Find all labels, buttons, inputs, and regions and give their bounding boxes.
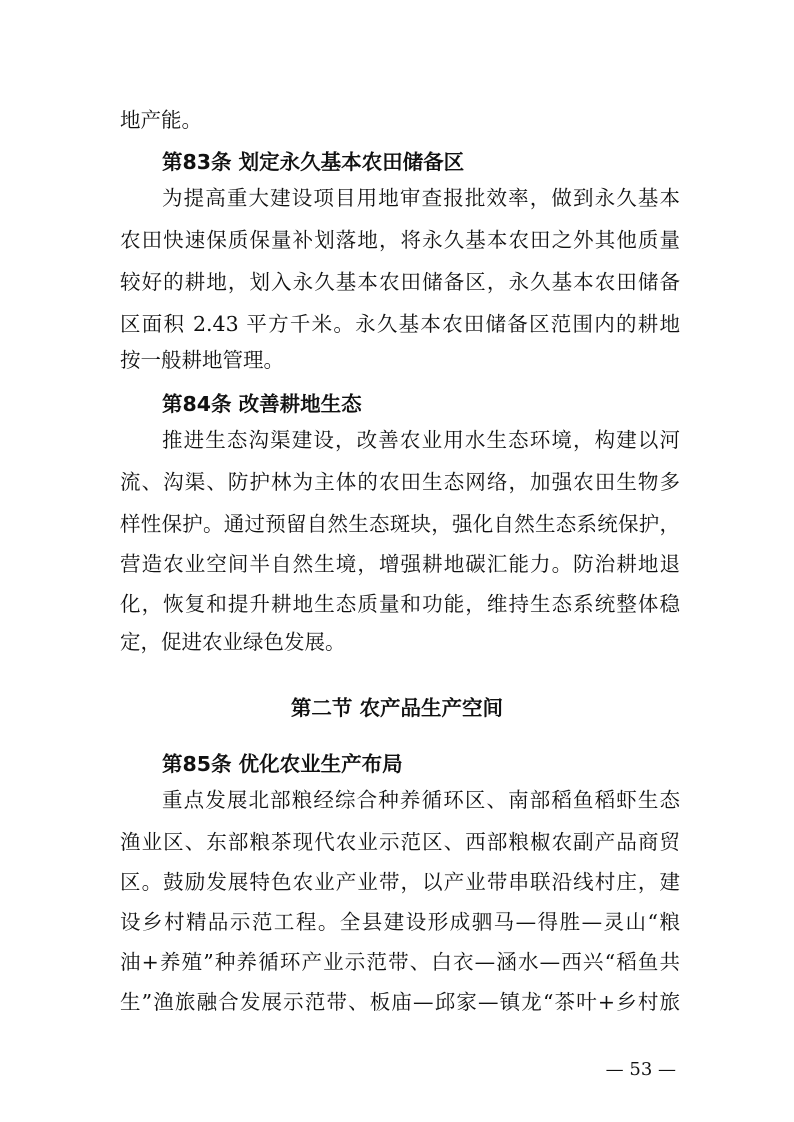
paragraph-line: 区。鼓励发展特色农业产业带，以产业带串联沿线村庄，建 — [120, 870, 680, 894]
article-85-heading: 第85条 优化农业生产布局 — [162, 752, 403, 776]
page-number: — 53 — — [605, 1059, 676, 1080]
paragraph-line: 生”渔旅融合发展示范带、板庙—邱家—镇龙“茶叶+乡村旅 — [120, 990, 680, 1014]
paragraph-line: 定，促进农业绿色发展。 — [120, 630, 346, 654]
section-title: 第二节 农产品生产空间 — [290, 696, 504, 720]
paragraph-line: 渔业区、东部粮茶现代农业示范区、西部粮椒农副产品商贸 — [120, 830, 680, 854]
article-83-heading: 第83条 划定永久基本农田储备区 — [162, 150, 465, 174]
article-84-heading: 第84条 改善耕地生态 — [162, 392, 362, 416]
paragraph-line: 按一般耕地管理。 — [120, 348, 284, 372]
paragraph-line: 区面积 2.43 平方千米。永久基本农田储备区范围内的耕地 — [120, 312, 680, 336]
paragraph-line: 设乡村精品示范工程。全县建设形成驷马—得胜—灵山“粮 — [120, 910, 680, 934]
paragraph-line: 较好的耕地，划入永久基本农田储备区，永久基本农田储备 — [120, 270, 680, 294]
paragraph-line: 样性保护。通过预留自然生态斑块，强化自然生态系统保护， — [120, 512, 680, 536]
paragraph-line: 营造农业空间半自然生境，增强耕地碳汇能力。防治耕地退 — [120, 552, 680, 576]
paragraph-line: 为提高重大建设项目用地审查报批效率，做到永久基本 — [162, 186, 680, 210]
paragraph-line: 油+养殖”种养循环产业示范带、白衣—涵水—西兴“稻鱼共 — [120, 950, 680, 974]
paragraph-line: 地产能。 — [120, 108, 202, 132]
paragraph-line: 化，恢复和提升耕地生态质量和功能，维持生态系统整体稳 — [120, 592, 680, 616]
paragraph-line: 重点发展北部粮经综合种养循环区、南部稻鱼稻虾生态 — [162, 788, 680, 812]
paragraph-line: 推进生态沟渠建设，改善农业用水生态环境，构建以河 — [162, 428, 680, 452]
paragraph-line: 农田快速保质保量补划落地，将永久基本农田之外其他质量 — [120, 228, 680, 252]
paragraph-line: 流、沟渠、防护林为主体的农田生态网络，加强农田生物多 — [120, 470, 680, 494]
